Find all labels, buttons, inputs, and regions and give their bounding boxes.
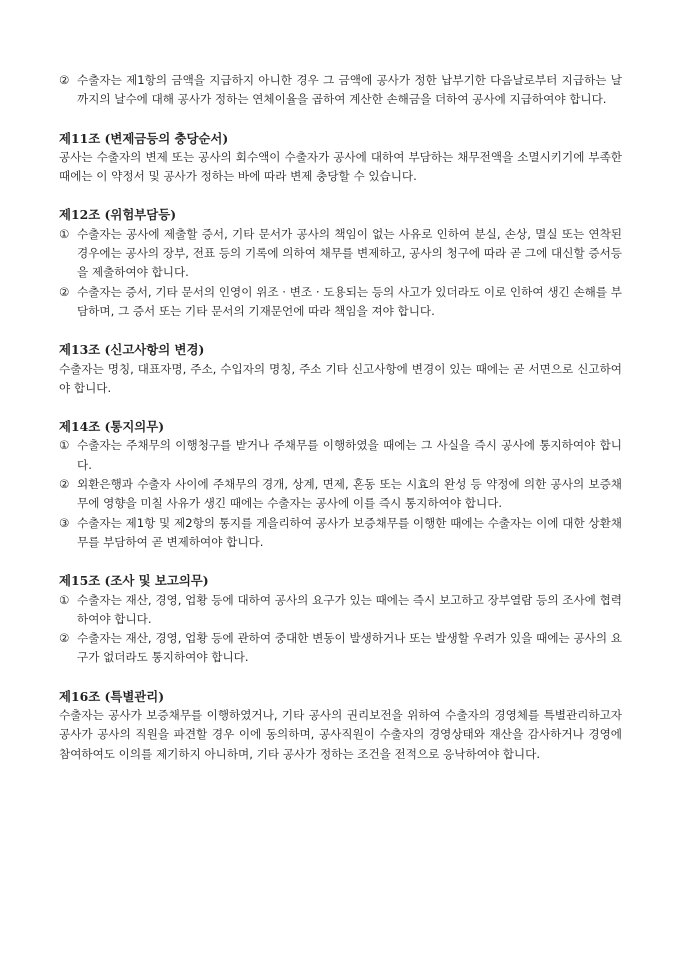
item-number: ② [59, 477, 70, 492]
list-item [59, 225, 622, 283]
section-article-13 [59, 340, 622, 398]
item-text: 수출자는 공사에 제출할 증서, 기타 문서가 공사의 책임이 없는 사유로 인하여 분실, 손상, 멸실 또는 연착된 경우에는 공사의 장부, 전표 등의 기록에 의하여 채무를 변제하고, 공사의 청구에 따라 곧 그에 대신할 증서등을 제출하여야 합니다. [77, 226, 622, 280]
list-item [59, 283, 622, 322]
item-text: 외환은행과 수출자 사이에 주채무의 경개, 상계, 면제, 혼동 또는 시효의 완성 등 약정에 의한 공사의 보증채무에 영향을 미칠 사유가 생긴 때에는 수출자는 공사에 이를 즉시 통지하여야 합니다. [77, 477, 622, 511]
article-heading: 제15조 (조사 및 보고의무) [59, 573, 209, 589]
item-number: ③ [59, 515, 70, 530]
article-heading: 제11조 (변제금등의 충당순서) [59, 130, 229, 146]
item-number: ① [59, 226, 70, 241]
item-text: 수출자는 재산, 경영, 업황 등에 대하여 공사의 요구가 있는 때에는 즉시 보고하고 장부열람 등의 조사에 협력하여야 합니다. [77, 592, 622, 626]
article-paragraph: 수출자는 명칭, 대표자명, 주소, 수입자의 명칭, 주소 기타 신고사항에 변경이 있는 때에는 곧 서면으로 신고하여야 합니다. [59, 361, 622, 395]
list-item [59, 71, 622, 110]
list-item [59, 436, 622, 475]
item-number: ② [59, 284, 70, 299]
item-text: 수출자는 주채무의 이행청구를 받거나 주채무를 이행하였을 때에는 그 사실을 즉시 공사에 통지하여야 합니다. [77, 438, 622, 472]
item-number: ① [59, 438, 70, 453]
article-paragraph: 수출자는 공사가 보증채무를 이행하였거나, 기타 공사의 권리보전을 위하여 수출자의 경영체를 특별관리하고자 공사가 공사의 직원을 파견할 경우 이에 동의하며, 공사직원이 수출자의 경영상태와 재산을 감사하거나 경영에 참여하여도 이의를 제기하지 아니하며, 기타 공사가 정하는 조건을 전적으로 응낙하여야 합니다. [59, 708, 622, 761]
article-heading: 제14조 (통지의무) [59, 419, 165, 435]
list-item [59, 591, 622, 630]
article-heading: 제12조 (위험부담등) [59, 207, 177, 223]
section-article-16 [59, 687, 622, 764]
section-article-15 [59, 571, 622, 667]
article-paragraph: 공사는 수출자의 변제 또는 공사의 회수액이 수출자가 공사에 대하여 부담하는 채무전액을 소멸시키기에 부족한 때에는 이 약정서 및 공사가 정하는 바에 따라 변제 충당할 수 있습니다. [59, 149, 622, 184]
item-text: 수출자는 재산, 경영, 업황 등에 관하여 중대한 변동이 발생하거나 또는 발생할 우려가 있을 때에는 공사의 요구가 없더라도 통지하여야 합니다. [77, 631, 622, 665]
article-heading: 제13조 (신고사항의 변경) [59, 342, 205, 358]
section-article-10-cont [59, 71, 622, 110]
item-number: ② [59, 631, 70, 646]
section-article-11 [59, 129, 622, 187]
list-item [59, 514, 622, 553]
list-item [59, 475, 622, 514]
article-heading: 제16조 (특별관리) [59, 688, 165, 704]
item-number: ① [59, 592, 70, 607]
item-text: 수출자는 증서, 기타 문서의 인영이 위조 · 변조 · 도용되는 등의 사고가 있더라도 이로 인하여 생긴 손해를 부담하며, 그 증서 또는 기타 문서의 기재문언에 따라 책임을 져야 합니다. [77, 284, 622, 318]
item-text: 수출자는 제1항 및 제2항의 통지를 게을리하여 공사가 보증채무를 이행한 때에는 수출자는 이에 대한 상환채무를 부담하여 곧 변제하여야 합니다. [77, 515, 622, 549]
section-article-14 [59, 417, 622, 552]
item-text: 수출자는 제1항의 금액을 지급하지 아니한 경우 그 금액에 공사가 정한 납부기한 다음날로부터 지급하는 날까지의 날수에 대해 공사가 정하는 연체이율을 곱하여 계산한 손해금을 더하여 공사에 지급하여야 합니다. [77, 73, 622, 107]
section-article-12 [59, 205, 622, 321]
list-item [59, 629, 622, 668]
item-number: ② [59, 73, 70, 87]
